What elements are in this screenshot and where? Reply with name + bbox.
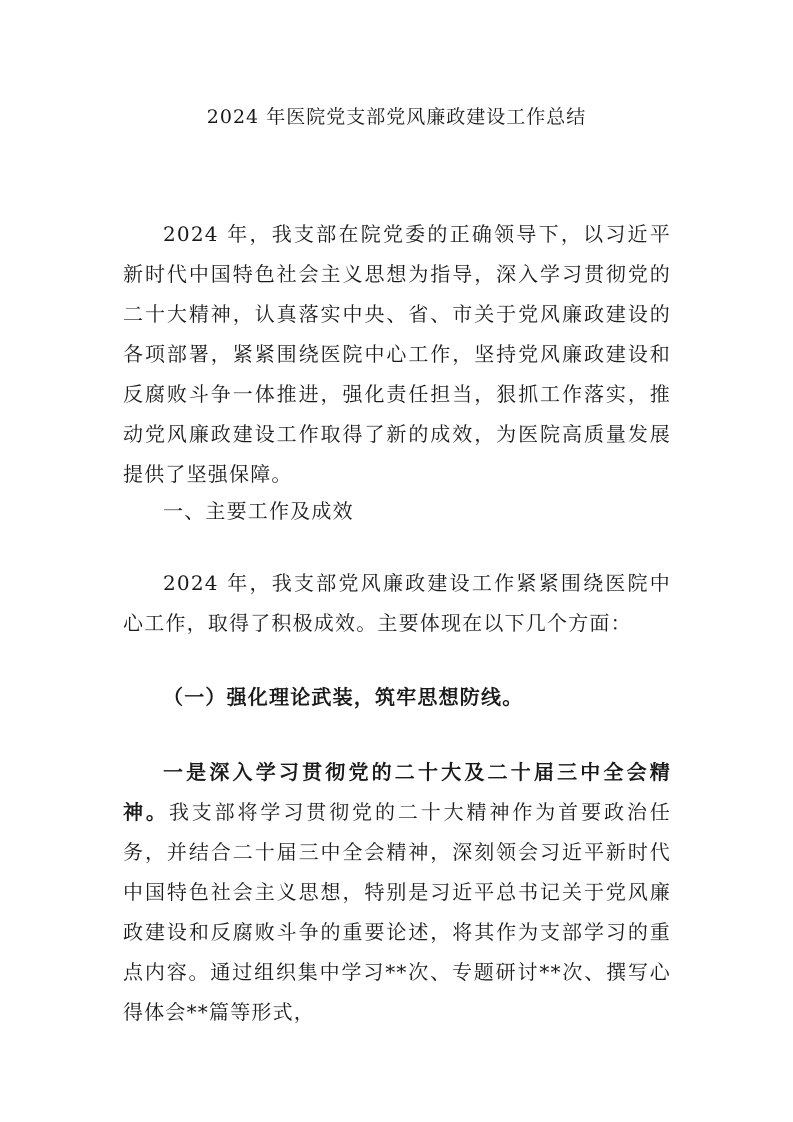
section-paragraph: 2024 年，我支部党风廉政建设工作紧紧围绕医院中心工作，取得了积极成效。主要体现在以下几个方面：: [123, 571, 671, 635]
point-lead: 一是深入学习贯彻党的二十大及二十届三中全会精神。: [123, 760, 671, 824]
document-title: 2024 年医院党支部党风廉政建设工作总结: [206, 106, 587, 128]
section-heading: 一、主要工作及成效: [163, 499, 354, 523]
subsection-heading: （一）强化理论武装，筑牢思想防线。: [163, 685, 524, 709]
point-paragraph: [123, 752, 671, 1032]
intro-paragraph: 2024 年，我支部在院党委的正确领导下，以习近平新时代中国特色社会主义思想为指导，深入学习贯彻党的二十大精神，认真落实中央、省、市关于党风廉政建设的各项部署，紧紧围绕医院中心工作，坚持党风廉政建设和反腐败斗争一体推进，强化责任担当，狠抓工作落实，推动党风廉政建设工作取得了新的成效，为医院高质量发展提供了坚强保障。: [123, 222, 671, 486]
point-body: 我支部将学习贯彻党的二十大精神作为首要政治任务，并结合二十届三中全会精神，深刻领会习近平新时代中国特色社会主义思想，特别是习近平总书记关于党风廉政建设和反腐败斗争的重要论述，将其作为支部学习的重点内容。通过组织集中学习**次、专题研讨**次、撰写心得体会**篇等形式，: [123, 800, 671, 1024]
